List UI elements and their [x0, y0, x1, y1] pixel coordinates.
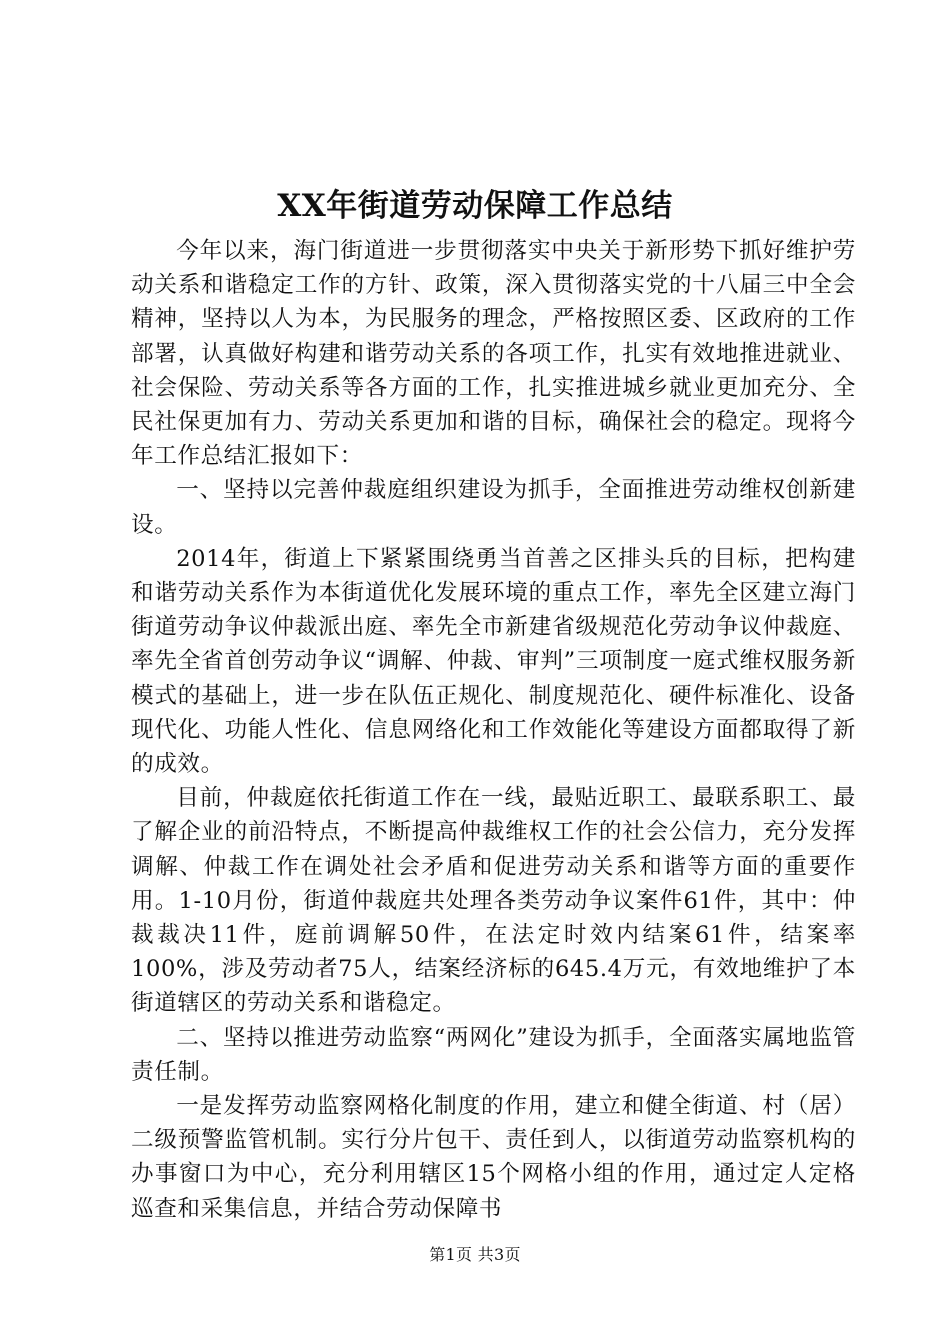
page-number-footer: 第1页 共3页	[429, 1245, 521, 1264]
document-title: XX年街道劳动保障工作总结	[277, 188, 673, 224]
paragraph-intro: 今年以来，海门街道进一步贯彻落实中央关于新形势下抓好维护劳动关系和谐稳定工作的方针、政策，深入贯彻落实党的十八届三中全会精神，坚持以人为本，为民服务的理念，严格按照区委、区政府的工作部署，认真做好构建和谐劳动关系的各项工作，扎实有效地推进就业、社会保险、劳动关系等各方面的工作，扎实推进城乡就业更加充分、全民社保更加有力、劳动关系更加和谐的目标，确保社会的稳定。现将今年工作总结汇报如下：	[131, 238, 856, 470]
paragraph-current: 目前，仲裁庭依托街道工作在一线，最贴近职工、最联系职工、最了解企业的前沿特点，不断提高仲裁维权工作的社会公信力，充分发挥调解、仲裁工作在调处社会矛盾和促进劳动关系和谐等方面的重要作用。1-10月份，街道仲裁庭共处理各类劳动争议案件61件，其中：仲裁裁决11件，庭前调解50件，在法定时效内结案61件，结案率100%，涉及劳动者75人，结案经济标的645.4万元，有效地维护了本街道辖区的劳动关系和谐稳定。	[131, 785, 856, 1017]
paragraph-point-1: 一是发挥劳动监察网格化制度的作用，建立和健全街道、村（居）二级预警监管机制。实行分片包干、责任到人，以街道劳动监察机构的办事窗口为中心，充分利用辖区15个网格小组的作用，通过定人定格巡查和采集信息，并结合劳动保障书	[131, 1093, 856, 1222]
document-body	[131, 234, 856, 1226]
paragraph-2014: 2014年，街道上下紧紧围绕勇当首善之区排头兵的目标，把构建和谐劳动关系作为本街道优化发展环境的重点工作，率先全区建立海门街道劳动争议仲裁派出庭、率先全市新建省级规范化劳动争议仲裁庭、率先全省首创劳动争议“调解、仲裁、审判”三项制度一庭式维权服务新模式的基础上，进一步在队伍正规化、制度规范化、硬件标准化、设备现代化、功能人性化、信息网络化和工作效能化等建设方面都取得了新的成效。	[131, 545, 856, 778]
paragraph-heading-1: 一、坚持以完善仲裁庭组织建设为抓手，全面推进劳动维权创新建设。	[131, 477, 856, 538]
paragraph-heading-2: 二、坚持以推进劳动监察“两网化”建设为抓手，全面落实属地监管责任制。	[131, 1024, 856, 1085]
